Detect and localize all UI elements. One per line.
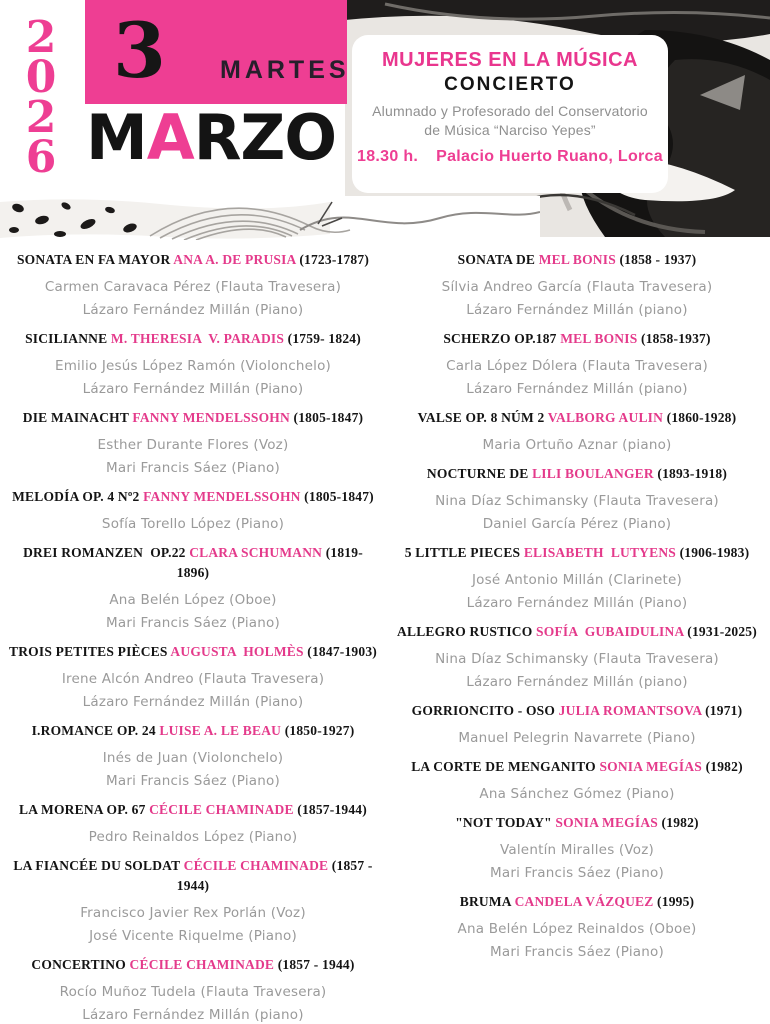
poster-header [0, 0, 770, 240]
piece-title: ALLEGRO RUSTICO [397, 624, 537, 639]
weekday-label: MARTES [220, 56, 350, 84]
event-presenters-line1: Alumnado y Profesorado del Conservatorio [372, 103, 648, 119]
piece-title-line [8, 856, 378, 896]
performers [8, 826, 378, 849]
performer-line: Sílvia Andreo García (Flauta Travesera) [441, 279, 713, 295]
piece-title-line [392, 464, 762, 484]
event-title: MUJERES EN LA MÚSICA [382, 49, 638, 71]
performers [392, 783, 762, 806]
performers [8, 276, 378, 322]
composer-name: MEL BONIS [560, 331, 638, 346]
composer-dates: (1982) [702, 759, 743, 774]
program-entry [8, 800, 378, 849]
event-time-venue [352, 148, 668, 166]
performers [392, 727, 762, 750]
composer-dates: (1805-1847) [289, 410, 364, 425]
piece-title: GORRIONCITO - OSO [411, 703, 559, 718]
composer-name: ELISABETH LUTYENS [523, 545, 676, 560]
performer-line: Inés de Juan (Violonchelo) [102, 750, 284, 766]
performers [392, 276, 762, 322]
composer-name: AUGUSTA HOLMÈS [170, 644, 304, 659]
program-entry [392, 464, 762, 536]
program-entry [392, 622, 762, 694]
piece-title-line [392, 813, 762, 833]
piece-title-line [8, 329, 378, 349]
performer-line: Lázaro Fernández Millán (piano) [466, 302, 688, 318]
piece-title: LA MORENA OP. 67 [19, 802, 150, 817]
composer-dates: (1857 - 1944) [274, 957, 355, 972]
composer-dates: (1860-1928) [663, 410, 737, 425]
program-entry [392, 543, 762, 615]
composer-name: SONIA MEGÍAS [599, 759, 702, 774]
composer-name: LILI BOULANGER [532, 466, 654, 481]
program-entry [392, 329, 762, 401]
performer-line: Daniel García Pérez (Piano) [482, 516, 672, 532]
composer-name: MEL BONIS [538, 252, 616, 267]
piece-title-line [392, 757, 762, 777]
piece-title: SONATA DE [457, 252, 539, 267]
composer-dates: (1858 - 1937) [615, 252, 697, 267]
program-entry [392, 813, 762, 885]
composer-name: CANDELA VÁZQUEZ [514, 894, 654, 909]
year-digit: 2 [25, 12, 57, 63]
program-entry [8, 642, 378, 714]
composer-name: SOFÍA GUBAIDULINA [536, 624, 684, 639]
piece-title-line [392, 543, 762, 563]
composer-dates: (1995) [653, 894, 695, 909]
performer-line: Manuel Pelegrin Navarrete (Piano) [458, 730, 696, 746]
composer-name: CÉCILE CHAMINADE [129, 957, 275, 972]
month-title [86, 96, 366, 180]
piece-title-line [8, 955, 378, 975]
piece-title-line [8, 800, 378, 820]
composer-dates: (1931-2025) [683, 624, 757, 639]
piece-title-line [392, 892, 762, 912]
performer-line: Valentín Miralles (Voz) [500, 842, 654, 858]
piece-title: LA CORTE DE MENGANITO [411, 759, 600, 774]
piece-title: TROIS PETITES PIÈCES [9, 644, 171, 659]
performer-line: Mari Francis Sáez (Piano) [106, 773, 280, 789]
program-entry [8, 955, 378, 1024]
composer-name: CÉCILE CHAMINADE [183, 858, 329, 873]
program-entry [8, 543, 378, 635]
composer-name: LUISE A. LE BEAU [159, 723, 282, 738]
composer-name: CÉCILE CHAMINADE [149, 802, 294, 817]
event-presenters-line2: de Música “Narciso Yepes” [424, 122, 596, 138]
composer-dates: (1857 - 1944) [176, 858, 377, 893]
piece-title: VALSE OP. 8 NÚM 2 [417, 410, 548, 425]
performers [8, 902, 378, 948]
performer-line: Rocío Muñoz Tudela (Flauta Travesera) [59, 984, 327, 1000]
piece-title-line [8, 250, 378, 270]
composer-name: SONIA MEGÍAS [555, 815, 658, 830]
performers [392, 355, 762, 401]
performer-line: Lázaro Fernández Millán (piano) [82, 1007, 304, 1023]
performer-line: Mari Francis Sáez (Piano) [490, 944, 664, 960]
piece-title: SICILIANNE [25, 331, 111, 346]
performer-line: Carmen Caravaca Pérez (Flauta Travesera) [44, 279, 342, 295]
year-vertical [18, 12, 64, 183]
performer-line: Maria Ortuño Aznar (piano) [482, 437, 672, 453]
composer-dates: (1982) [657, 815, 699, 830]
piece-title-line [392, 250, 762, 270]
performers [392, 839, 762, 885]
performer-line: Lázaro Fernández Millán (piano) [466, 381, 688, 397]
composer-dates: (1847-1903) [303, 644, 377, 659]
composer-name: VALBORG AULIN [547, 410, 664, 425]
performers [392, 490, 762, 536]
composer-dates: (1893-1918) [653, 466, 728, 481]
composer-dates: (1971) [701, 703, 743, 718]
piece-title: "NOT TODAY" [455, 815, 556, 830]
piece-title: CONCERTINO [31, 957, 130, 972]
pencil-swirl-art [0, 196, 540, 240]
composer-name: FANNY MENDELSSOHN [132, 410, 290, 425]
program [8, 250, 762, 1024]
program-entry [392, 892, 762, 964]
composer-name: M. THERESIA V. PARADIS [110, 331, 285, 346]
event-subtitle: CONCIERTO [444, 74, 576, 95]
performers [392, 569, 762, 615]
composer-dates: (1906-1983) [676, 545, 750, 560]
performers [392, 434, 762, 457]
performers [8, 513, 378, 536]
performer-line: Irene Alcón Andreo (Flauta Travesera) [61, 671, 325, 687]
event-venue: Palacio Huerto Ruano, Lorca [436, 148, 663, 165]
composer-name: ANA A. DE PRUSIA [173, 252, 296, 267]
piece-title: LA FIANCÉE DU SOLDAT [13, 858, 184, 873]
month-letter: M [86, 101, 147, 174]
program-entry [8, 250, 378, 322]
piece-title: NOCTURNE DE [426, 466, 533, 481]
performer-line: Nina Díaz Schimansky (Flauta Travesera) [435, 493, 719, 509]
performer-line: José Vicente Riquelme (Piano) [89, 928, 297, 944]
year-digit: 6 [25, 132, 57, 183]
piece-title: BRUMA [459, 894, 515, 909]
piece-title: SONATA EN FA MAYOR [16, 252, 174, 267]
piece-title: SCHERZO OP.187 [443, 331, 561, 346]
piece-title-line [8, 721, 378, 741]
performers [392, 648, 762, 694]
composer-dates: (1723-1787) [295, 252, 370, 267]
performers [8, 589, 378, 635]
performer-line: Lázaro Fernández Millán (piano) [466, 674, 688, 690]
performer-line: Carla López Dólera (Flauta Travesera) [446, 358, 708, 374]
program-entry [392, 250, 762, 322]
piece-title-line [392, 701, 762, 721]
month-letters: RZO [193, 101, 337, 174]
piece-title-line [8, 487, 378, 507]
piece-title-line [392, 408, 762, 428]
performer-line: Francisco Javier Rex Porlán (Voz) [80, 905, 306, 921]
performer-line: Lázaro Fernández Millán (Piano) [82, 302, 304, 318]
performers [392, 918, 762, 964]
piece-title-line [8, 408, 378, 428]
piece-title-line [8, 642, 378, 662]
month-letter-accent: A [146, 101, 194, 174]
performers [8, 668, 378, 714]
piece-title-line [392, 329, 762, 349]
composer-dates: (1857-1944) [293, 802, 367, 817]
date-block [85, 0, 350, 104]
piece-title-line [8, 543, 378, 583]
program-entry [8, 487, 378, 536]
piece-title: DIE MAINACHT [22, 410, 133, 425]
performer-line: Lázaro Fernández Millán (Piano) [82, 694, 304, 710]
composer-dates: (1759- 1824) [284, 331, 361, 346]
composer-name: CLARA SCHUMANN [189, 545, 323, 560]
piece-title-line [392, 622, 762, 642]
performers [8, 981, 378, 1024]
performer-line: Pedro Reinaldos López (Piano) [88, 829, 298, 845]
performer-line: Ana Sánchez Gómez (Piano) [479, 786, 675, 802]
performers [8, 434, 378, 480]
day-number: 3 [113, 6, 166, 95]
program-entry [8, 329, 378, 401]
performer-line: Lázaro Fernández Millán (Piano) [82, 381, 304, 397]
piece-title: 5 LITTLE PIECES [404, 545, 524, 560]
composer-dates: (1805-1847) [300, 489, 374, 504]
performer-line: Lázaro Fernández Millán (Piano) [466, 595, 688, 611]
performer-line: Mari Francis Sáez (Piano) [490, 865, 664, 881]
piece-title: DREI ROMANZEN OP.22 [23, 545, 190, 560]
program-entry [392, 408, 762, 457]
program-entry [392, 701, 762, 750]
event-info-card [352, 35, 668, 193]
performer-line: Nina Díaz Schimansky (Flauta Travesera) [435, 651, 719, 667]
piece-title: I.ROMANCE OP. 24 [31, 723, 160, 738]
year-digit: 0 [25, 52, 57, 103]
piece-title: MELODÍA OP. 4 Nº2 [12, 489, 144, 504]
program-entry [8, 408, 378, 480]
performer-line: Ana Belén López Reinaldos (Oboe) [457, 921, 697, 937]
year-digit: 2 [25, 92, 57, 143]
performer-line: Mari Francis Sáez (Piano) [106, 615, 280, 631]
program-entry [8, 856, 378, 948]
program-entry [8, 721, 378, 793]
performer-line: José Antonio Millán (Clarinete) [471, 572, 683, 588]
performer-line: Sofía Torello López (Piano) [101, 516, 285, 532]
event-time: 18.30 h. [357, 148, 419, 165]
program-column-right [392, 250, 762, 1024]
composer-name: JULIA ROMANTSOVA [558, 703, 702, 718]
program-entry [392, 757, 762, 806]
performers [8, 355, 378, 401]
program-column-left [8, 250, 378, 1024]
composer-dates: (1819- 1896) [176, 545, 367, 580]
composer-name: FANNY MENDELSSOHN [143, 489, 301, 504]
performer-line: Ana Belén López (Oboe) [109, 592, 277, 608]
composer-dates: (1858-1937) [637, 331, 711, 346]
performer-line: Mari Francis Sáez (Piano) [106, 460, 280, 476]
performers [8, 747, 378, 793]
composer-dates: (1850-1927) [281, 723, 355, 738]
performer-line: Esther Durante Flores (Voz) [97, 437, 289, 453]
performer-line: Emilio Jesús López Ramón (Violonchelo) [54, 358, 332, 374]
